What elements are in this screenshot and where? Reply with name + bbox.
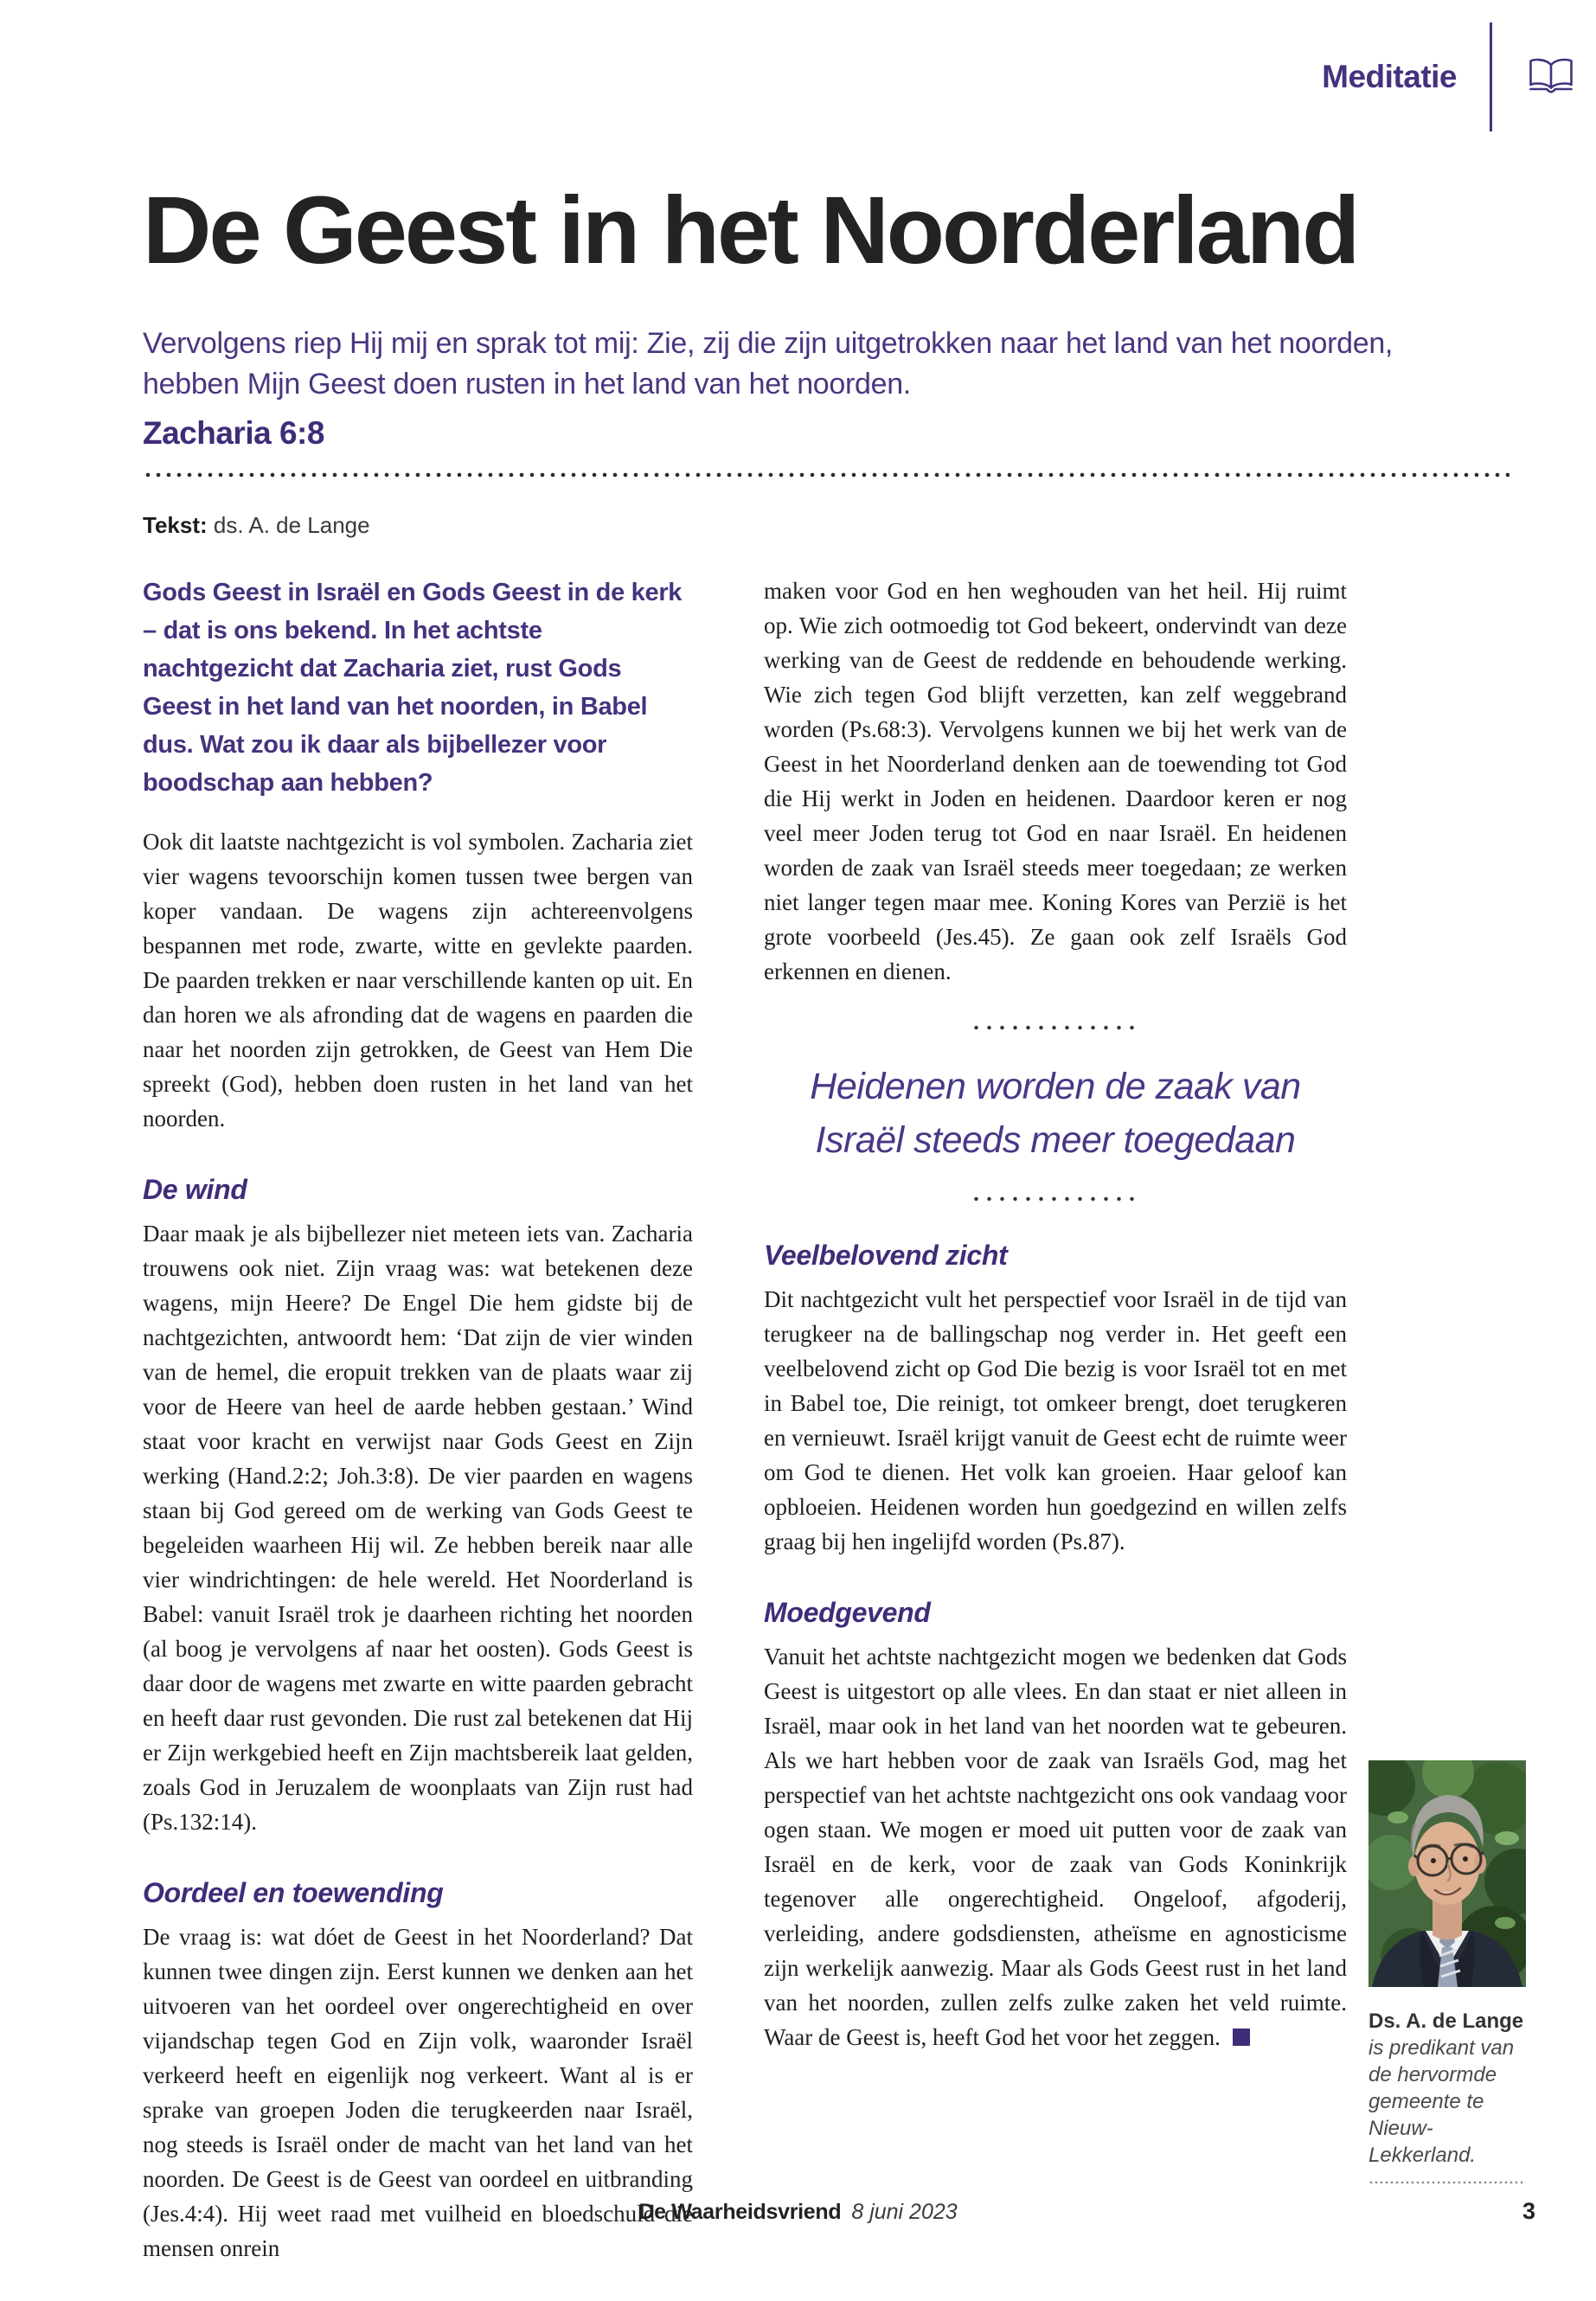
subhead-oordeel: Oordeel en toewending <box>143 1877 444 1908</box>
paragraph-moedgevend <box>764 1639 1347 2054</box>
column-left <box>143 574 693 2266</box>
paragraph-veelbelovend-zicht: Dit nachtgezicht vult het perspectief voor Israël in de tijd van terugkeer na de ballingschap nog verder in. Het geeft een veelbelovend zicht op God Die bezig is voor Israël tot en met in Babel toe, Die reinigt, tot omkeer brengt, doet terugkeren en vernieuwt. Israël krijgt vanuit de Geest echt de ruimte weer om God te dienen. Het volk kan groeien. Haar geloof kan opbloeien. Heidenen worden hun goedgezind en willen zelfs graag bij hen ingelijfd worden (Ps.87). <box>764 1286 1347 1554</box>
subhead-veelbelovend-zicht: Veelbelovend zicht <box>764 1240 1008 1271</box>
footer-date: 8 juni 2023 <box>851 2200 958 2224</box>
author-box-dotted-rule <box>1368 2181 1526 2184</box>
page-footer <box>0 2200 1596 2225</box>
byline-label: Tekst: <box>143 512 208 538</box>
article-title: De Geest in het Noorderland <box>143 177 1358 284</box>
quote-dots-bottom <box>970 1196 1141 1202</box>
author-box <box>1368 1760 1526 2184</box>
page-header <box>1322 22 1574 131</box>
category-label: Meditatie <box>1322 59 1457 94</box>
author-description: is predikant van de hervormde gemeente te Nieuw-Lekkerland. <box>1368 2036 1515 2167</box>
footer-magazine-name: De Waarheidsvriend <box>638 2200 842 2224</box>
quote-dots-top <box>970 1025 1141 1030</box>
column-right <box>764 574 1347 2266</box>
paragraph-symbols: Ook dit laatste nachtgezicht is vol symbolen. Zacharia ziet vier wagens tevoorschijn komen tussen twee bergen van koper vandaan. De wagens zijn achtereenvolgens bespannen met rode, zwarte, witte en gevlekte paarden. De paarden trekken er naar verschillende kanten op uit. En dan horen we als afronding dat de wagens en paarden die naar het noorden zijn getrokken, de Geest van Hem Die spreekt (God), hebben doen rusten in het land van het noorden. <box>143 829 693 1131</box>
byline <box>143 512 1354 539</box>
header-divider <box>1490 22 1492 131</box>
open-book-icon <box>1529 57 1574 98</box>
paragraph-oordeel-right: maken voor God en hen weghouden van het heil. Hij ruimt op. Wie zich ootmoedig tot God bekeert, ondervindt van deze werking van de Geest de reddende en behoudende werking. Wie zich tegen God blijft verzetten, kan zelf weggebrand worden (Ps.68:3). Vervolgens kunnen we bij het werk van de Geest in het Noorderland denken aan de toewending tot God die Hij werkt in Joden en heidenen. Daardoor keren er nog veel meer Joden terug tot God en naar Israël. En heidenen worden de zaak van Israël steeds meer toegedaan; ze werken niet langer tegen maar mee. Koning Kores van Perzië is het grote voorbeeld (Jes.45). Ze gaan ook zelf Israëls God erkennen en dienen. <box>764 578 1347 984</box>
pull-quote-block <box>764 1025 1347 1202</box>
author-name: Ds. A. de Lange <box>1368 2009 1524 2033</box>
pull-quote: Heidenen worden de zaak van Israël steeds meer toegedaan <box>810 1066 1301 1161</box>
byline-author: ds. A. de Lange <box>213 512 370 538</box>
subhead-moedgevend: Moedgevend <box>764 1597 931 1628</box>
scripture-quote: Vervolgens riep Hij mij en sprak tot mij: Zie, zij die zijn uitgetrokken naar het land van het noorden, hebben Mijn Geest doen rusten in het land van het noorden. <box>143 327 1394 401</box>
lead-paragraph: Gods Geest in Israël en Gods Geest in de kerk – dat is ons bekend. In het achtste nachtgezicht dat Zacharia ziet, rust Gods Geest in het land van het noorden, in Babel dus. Wat zou ik daar als bijbellezer voor boodschap aan hebben? <box>143 579 683 797</box>
article-end-mark <box>1233 2029 1250 2046</box>
scripture-reference: Zacharia 6:8 <box>143 415 324 451</box>
paragraph-moedgevend-text: Vanuit het achtste nachtgezicht mogen we bedenken dat Gods Geest is uitgestort op alle vlees. En dan staat er niet alleen in Israël, maar ook in het land van het noorden wat te gebeuren. Als we hart hebben voor de zaak van Israëls God, mag het perspectief van het achtste nachtgezicht ons ook vandaag voor ogen staan. We mogen er moed uit putten voor de zaak van Israël en de kerk, voor de zaak van Gods Koninkrijk tegenover alle ongerechtigheid. Ongeloof, afgoderij, verleiding, andere godsdiensten, atheïsme en agnosticisme zijn werkelijk aanwezig. Maar als Gods Geest rust in het land van het noorden, zullen zelfs zulke zaken het veld ruimte. Waar de Geest is, heeft God het voor het zeggen. <box>764 1644 1347 2050</box>
article-columns <box>143 574 1354 2266</box>
paragraph-oordeel-left: De vraag is: wat dóet de Geest in het Noorderland? Dat kunnen twee dingen zijn. Eerst kunnen we denken aan het uitvoeren van het oordeel over ongerechtigheid en over vijandschap tegen God en Zijn volk, waaronder Israël verkeerd heeft en eigenlijk nog verkeert. Want al is er sprake van groepen Joden die terugkeerden naar Israël, nog steeds is Israël onder de macht van het land van het noorden. De Geest is de Geest van oordeel en uitbranding (Jes.4:4). Hij weet raad met vuilheid en bloedschuld die mensen onrein <box>143 1924 693 2261</box>
subhead-de-wind: De wind <box>143 1174 247 1205</box>
page-number: 3 <box>1522 2198 1535 2224</box>
author-photo <box>1368 1760 1526 1987</box>
dotted-separator <box>143 472 1509 478</box>
paragraph-de-wind: Daar maak je als bijbellezer niet meteen iets van. Zacharia trouwens ook niet. Zijn vraag was: wat betekenen deze wagens, mijn Heere? De Engel Die hem gidste bij de nachtgezichten, antwoordt hem: ‘Dat zijn de vier winden van de hemel, die eropuit trekken van de plaats waar zij voor de Heere van heel de aarde hebben gestaan.’ Wind staat voor kracht en verwijst naar Gods Geest en Zijn werking (Hand.2:2; Joh.3:8). De vier paarden en wagens staan bij God gereed om de werking van Gods Geest te begeleiden waarheen Hij wil. Ze hebben bereik naar alle vier windrichtingen: de hele wereld. Het Noorderland is Babel: vanuit Israël trok je daarheen richting het noorden (al boog je vervolgens af naar het oosten). Gods Geest is daar door de wagens met zwarte en witte paarden gebracht en heeft daar rust gevonden. Die rust zal betekenen dat Hij er Zijn werkgebied heeft en Zijn machtsbereik laat gelden, zoals God in Jeruzalem de woonplaats van Zijn rust had (Ps.132:14). <box>143 1221 693 1835</box>
